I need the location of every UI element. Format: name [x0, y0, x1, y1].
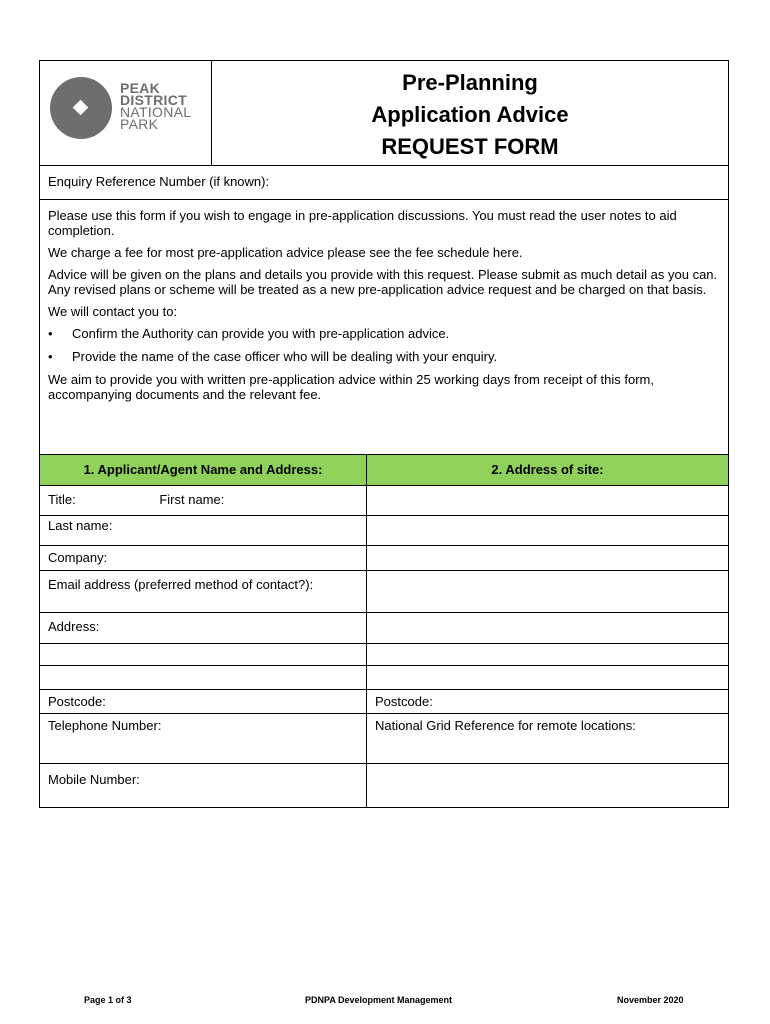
site-postcode-label: Postcode:: [375, 694, 433, 709]
table-row: [40, 644, 728, 666]
intro-paragraph-1: Please use this form if you wish to engage in pre-application discussions. You must read the user notes to aid completion.: [48, 208, 677, 238]
site-extra-field[interactable]: [367, 764, 728, 807]
mobile-field[interactable]: [40, 764, 367, 807]
section-header-row: [40, 455, 728, 486]
table-row: [40, 516, 728, 546]
logo-line-2: DISTRICT: [120, 92, 187, 108]
form-title: [212, 61, 728, 165]
intro-section: [40, 200, 728, 455]
logo-line-4: PARK: [120, 116, 159, 132]
logo-cell: [40, 61, 212, 165]
logo-line-1: PEAK: [120, 80, 161, 96]
table-row: [40, 690, 728, 714]
title-first-name-field[interactable]: [40, 486, 367, 515]
diamond-icon: [73, 100, 89, 116]
postcode-label: Postcode:: [48, 694, 106, 709]
logo-wordmark: [120, 82, 191, 130]
footer-department: PDNPA Development Management: [305, 995, 453, 1005]
table-row: [40, 764, 728, 807]
first-name-label: First name:: [159, 492, 225, 507]
last-name-field[interactable]: [40, 516, 367, 545]
table-row: [40, 714, 728, 764]
telephone-label: Telephone Number:: [48, 718, 162, 733]
company-label: Company:: [48, 550, 108, 565]
table-row: [40, 571, 728, 613]
intro-paragraph-4: We will contact you to:: [48, 304, 178, 319]
address-field[interactable]: [40, 613, 367, 643]
email-label: Email address (preferred method of contact?):: [48, 577, 314, 592]
intro-paragraph-5: We aim to provide you with written pre-application advice within 25 working days from receipt of this form, accompanying documents and the relevant fee.: [48, 372, 654, 402]
contact-list: [48, 326, 720, 364]
company-field[interactable]: [40, 546, 367, 570]
site-address-line-1[interactable]: [367, 486, 728, 515]
table-row: [40, 666, 728, 690]
bullet-text: Confirm the Authority can provide you with pre-application advice.: [72, 326, 450, 341]
table-row: [40, 486, 728, 516]
footer-page-number: Page 1 of 3: [84, 995, 132, 1005]
site-address-line-5[interactable]: [367, 613, 728, 643]
last-name-label: Last name:: [48, 518, 113, 533]
title-line-3: REQUEST FORM: [381, 134, 559, 159]
site-address-line-3[interactable]: [367, 546, 728, 570]
peak-district-logo-icon: [50, 77, 112, 139]
enquiry-reference-field[interactable]: [40, 166, 728, 200]
email-field[interactable]: [40, 571, 367, 612]
site-postcode-field[interactable]: [367, 690, 728, 713]
logo-line-3: NATIONAL: [120, 104, 192, 120]
address-label: Address:: [48, 619, 100, 634]
site-address-line-6[interactable]: [367, 644, 728, 665]
list-item: [48, 349, 720, 364]
site-address-line-4[interactable]: [367, 571, 728, 612]
title-label: Title:: [48, 492, 76, 507]
intro-paragraph-2: We charge a fee for most pre-application advice please see the fee schedule here.: [48, 245, 523, 260]
table-row: [40, 546, 728, 571]
site-address-line-7[interactable]: [367, 666, 728, 689]
table-row: [40, 613, 728, 644]
address-line-3-field[interactable]: [40, 666, 367, 689]
intro-paragraph-3: Advice will be given on the plans and details you provide with this request. Please submit as much detail as you can. Any revised plans or scheme will be treated as a new pre-application advice request and be charged on that basis.: [48, 267, 718, 297]
telephone-field[interactable]: [40, 714, 367, 763]
title-line-2: Application Advice: [371, 102, 569, 127]
section-2-header: 2. Address of site:: [367, 455, 728, 485]
bullet-icon: •: [48, 326, 53, 341]
site-address-line-2[interactable]: [367, 516, 728, 545]
enquiry-reference-label: Enquiry Reference Number (if known):: [48, 174, 270, 189]
list-item: [48, 326, 720, 341]
grid-reference-label: National Grid Reference for remote locations:: [375, 718, 636, 733]
bullet-text: Provide the name of the case officer who will be dealing with your enquiry.: [72, 349, 498, 364]
grid-reference-field[interactable]: [367, 714, 728, 763]
postcode-field[interactable]: [40, 690, 367, 713]
bullet-icon: •: [48, 349, 53, 364]
section-1-header: 1. Applicant/Agent Name and Address:: [40, 455, 367, 485]
footer-date: November 2020: [617, 995, 684, 1005]
form-header: [40, 61, 728, 166]
request-form: [39, 60, 729, 808]
mobile-label: Mobile Number:: [48, 772, 140, 787]
title-line-1: Pre-Planning: [402, 70, 538, 95]
address-line-2-field[interactable]: [40, 644, 367, 665]
